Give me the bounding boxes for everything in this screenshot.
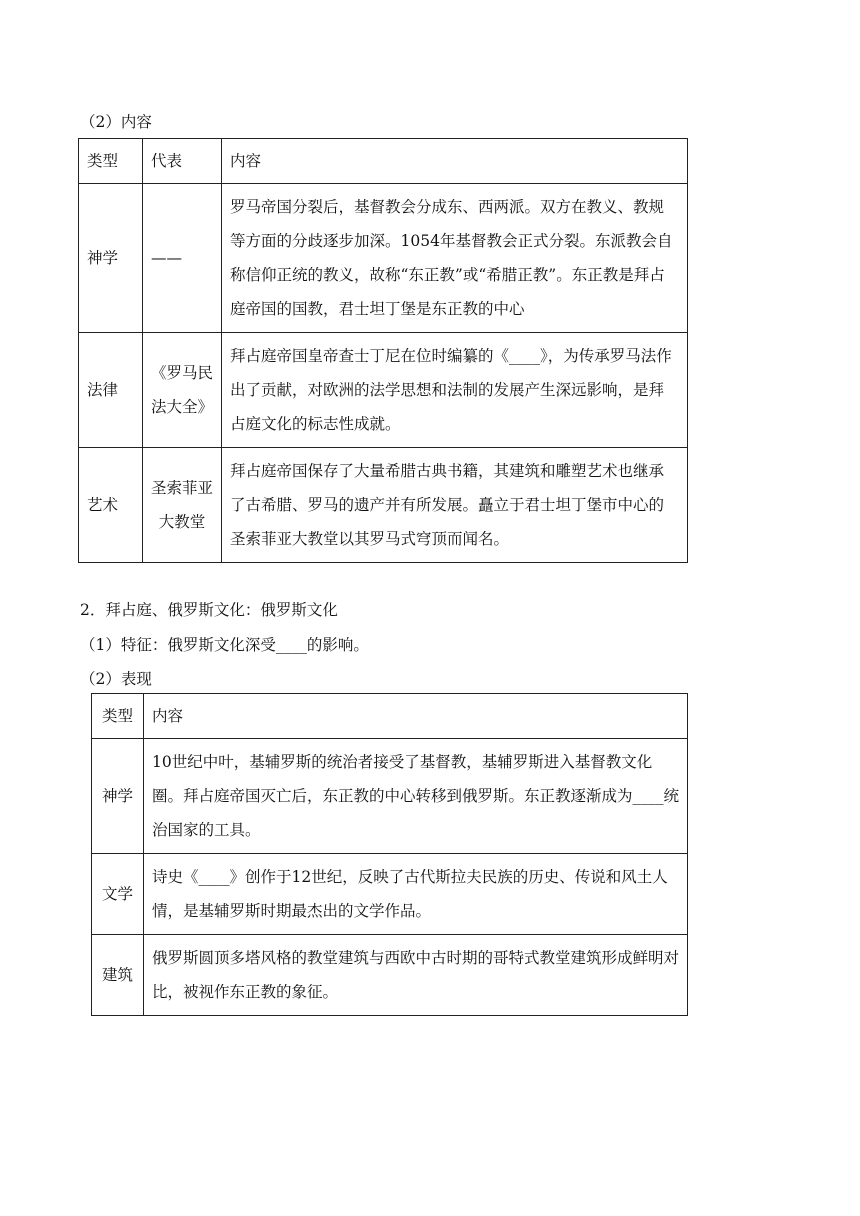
expression-table	[91, 693, 688, 1016]
row-type: 神学	[79, 184, 143, 333]
row-type: 神学	[92, 739, 144, 854]
section1-heading: （2）内容	[80, 113, 152, 131]
row-rep: 《罗马民法大全》	[143, 333, 222, 448]
header-rep: 代表	[143, 139, 222, 184]
row-content: 罗马帝国分裂后，基督教会分成东、西两派。双方在教义、教规等方面的分歧逐步加深。1054年基督教会正式分裂。东派教会自称信仰正统的教义，故称“东正教”或“希腊正教”。东正教是拜占庭帝国的国教，君士坦丁堡是东正教的中心	[222, 184, 688, 333]
row-type: 建筑	[92, 935, 144, 1016]
section2-title: 2．拜占庭、俄罗斯文化：俄罗斯文化	[80, 601, 338, 619]
section2-heading: （2）表现	[80, 670, 152, 688]
header-content: 内容	[222, 139, 688, 184]
row-rep: 圣索菲亚大教堂	[143, 448, 222, 563]
table-header-row	[79, 139, 688, 184]
section2-feature: （1）特征：俄罗斯文化深受____的影响。	[80, 636, 369, 654]
table-row	[79, 448, 688, 563]
header-content: 内容	[144, 694, 688, 739]
row-type: 文学	[92, 854, 144, 935]
table-row	[92, 739, 688, 854]
header-type: 类型	[79, 139, 143, 184]
row-content: 10世纪中叶，基辅罗斯的统治者接受了基督教，基辅罗斯进入基督教文化圈。拜占庭帝国灭亡后，东正教的中心转移到俄罗斯。东正教逐渐成为____统治国家的工具。	[144, 739, 688, 854]
row-rep: ——	[143, 184, 222, 333]
row-content: 俄罗斯圆顶多塔风格的教堂建筑与西欧中古时期的哥特式教堂建筑形成鲜明对比，被视作东正教的象征。	[144, 935, 688, 1016]
table-row	[92, 935, 688, 1016]
table-row	[92, 854, 688, 935]
table-header-row	[92, 694, 688, 739]
row-content: 诗史《____》创作于12世纪，反映了古代斯拉夫民族的历史、传说和风土人情，是基辅罗斯时期最杰出的文学作品。	[144, 854, 688, 935]
row-content: 拜占庭帝国保存了大量希腊古典书籍，其建筑和雕塑艺术也继承了古希腊、罗马的遗产并有所发展。矗立于君士坦丁堡市中心的圣索菲亚大教堂以其罗马式穹顶而闻名。	[222, 448, 688, 563]
content-table	[78, 138, 688, 563]
row-type: 法律	[79, 333, 143, 448]
row-type: 艺术	[79, 448, 143, 563]
header-type: 类型	[92, 694, 144, 739]
row-content: 拜占庭帝国皇帝查士丁尼在位时编纂的《____》，为传承罗马法作出了贡献，对欧洲的法学思想和法制的发展产生深远影响，是拜占庭文化的标志性成就。	[222, 333, 688, 448]
table-row	[79, 184, 688, 333]
table-row	[79, 333, 688, 448]
